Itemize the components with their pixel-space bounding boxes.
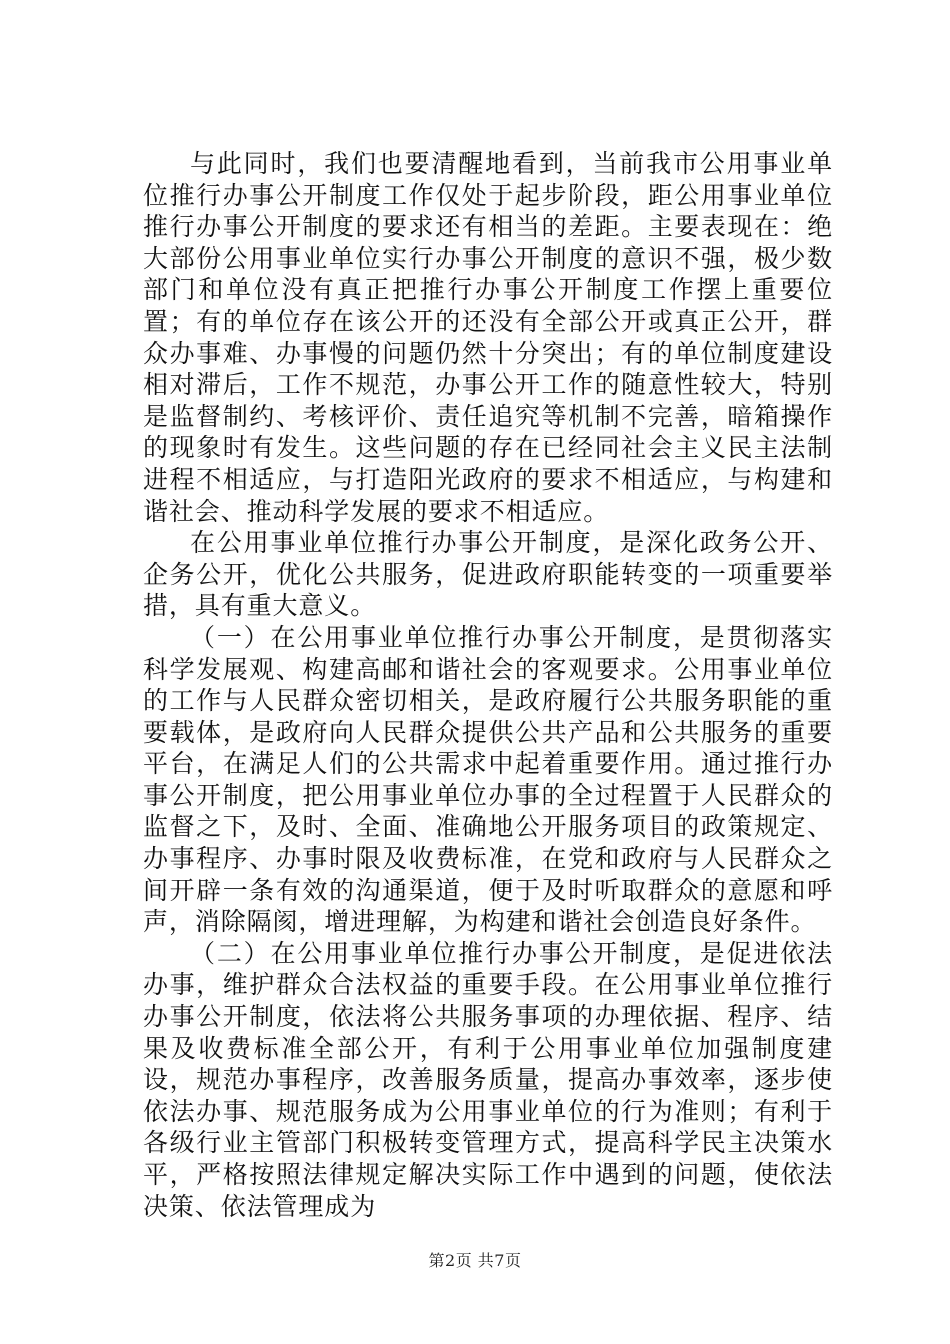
paragraph-significance: 在公用事业单位推行办事公开制度，是深化政务公开、企务公开，优化公共服务，促进政府职能转变的一项重要举措，具有重大意义。 (143, 528, 833, 621)
document-body (143, 148, 833, 1222)
paragraph-point-two: （二）在公用事业单位推行办事公开制度，是促进依法办事，维护群众合法权益的重要手段。在公用事业单位推行办事公开制度，依法将公共服务事项的办理依据、程序、结果及收费标准全部公开，有利于公用事业单位加强制度建设，规范办事程序，改善服务质量，提高办事效率，逐步使依法办事、规范服务成为公用事业单位的行为准则；有利于各级行业主管部门积极转变管理方式，提高科学民主决策水平，严格按照法律规定解决实际工作中遇到的问题，使依法决策、依法管理成为 (143, 938, 833, 1221)
page-number-footer: 第2页 共7页 (428, 1251, 522, 1270)
paragraph-point-one: （一）在公用事业单位推行办事公开制度，是贯彻落实科学发展观、构建高邮和谐社会的客观要求。公用事业单位的工作与人民群众密切相关，是政府履行公共服务职能的重要载体，是政府向人民群众提供公共产品和公共服务的重要平台，在满足人们的公共需求中起着重要作用。通过推行办事公开制度，把公用事业单位办事的全过程置于人民群众的监督之下，及时、全面、准确地公开服务项目的政策规定、办事程序、办事时限及收费标准，在党和政府与人民群众之间开辟一条有效的沟通渠道，便于及时听取群众的意愿和呼声，消除隔阂，增进理解，为构建和谐社会创造良好条件。 (143, 622, 833, 937)
paragraph-gap-analysis: 与此同时，我们也要清醒地看到，当前我市公用事业单位推行办事公开制度工作仅处于起步阶段，距公用事业单位推行办事公开制度的要求还有相当的差距。主要表现在：绝大部份公用事业单位实行办事公开制度的意识不强，极少数部门和单位没有真正把推行办事公开制度工作摆上重要位置；有的单位存在该公开的还没有全部公开或真正公开，群众办事难、办事慢的问题仍然十分突出；有的单位制度建设相对滞后，工作不规范，办事公开工作的随意性较大，特别是监督制约、考核评价、责任追究等机制不完善，暗箱操作的现象时有发生。这些问题的存在已经同社会主义民主法制进程不相适应，与打造阳光政府的要求不相适应，与构建和谐社会、推动科学发展的要求不相适应。 (143, 149, 833, 526)
